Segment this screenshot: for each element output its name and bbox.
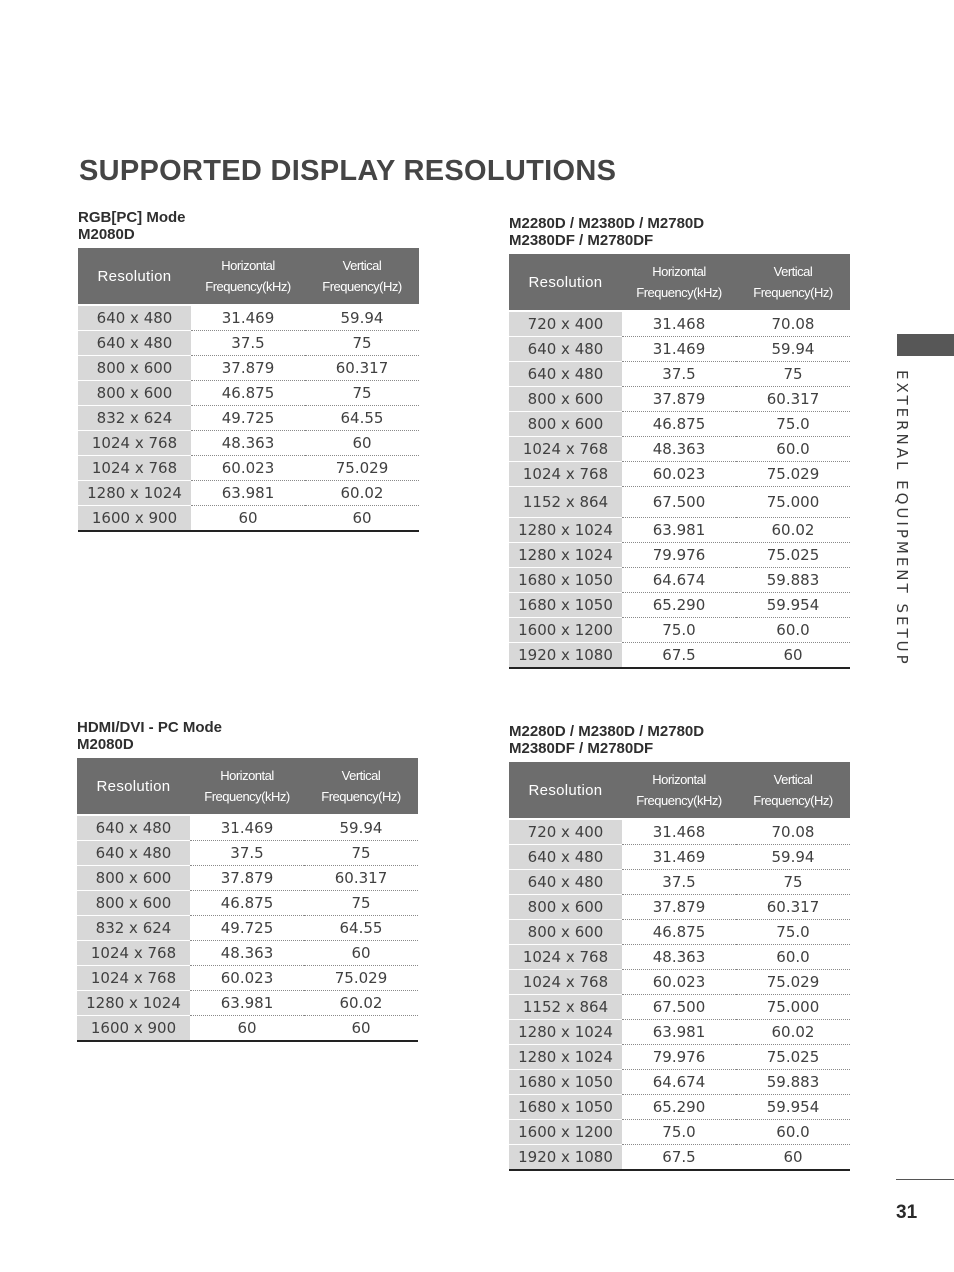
header-horizontal-frequency — [622, 762, 736, 818]
horizontal-frequency-cell: 64.674 — [622, 568, 736, 593]
header-vertical-line1: Vertical — [342, 258, 382, 273]
horizontal-frequency-cell: 67.5 — [622, 1145, 736, 1171]
vertical-frequency-cell: 75.029 — [304, 966, 418, 991]
resolution-table — [78, 248, 419, 532]
header-horizontal-frequency — [190, 758, 304, 814]
resolution-cell: 800 x 600 — [77, 866, 190, 891]
resolution-cell: 1280 x 1024 — [509, 1045, 622, 1070]
vertical-frequency-cell: 75 — [736, 870, 850, 895]
header-vertical-line2: Frequency(Hz) — [322, 279, 402, 294]
vertical-frequency-cell: 75.029 — [736, 462, 850, 487]
table-row — [509, 1020, 850, 1045]
resolution-cell: 1280 x 1024 — [509, 1020, 622, 1045]
table-row — [509, 412, 850, 437]
table-row — [509, 568, 850, 593]
horizontal-frequency-cell: 37.879 — [191, 356, 305, 381]
vertical-frequency-cell: 64.55 — [304, 916, 418, 941]
vertical-frequency-cell: 75 — [304, 841, 418, 866]
header-horizontal-line2: Frequency(kHz) — [636, 793, 722, 808]
vertical-frequency-cell: 60.317 — [305, 356, 419, 381]
resolution-cell: 1152 x 864 — [509, 995, 622, 1020]
horizontal-frequency-cell: 60.023 — [622, 462, 736, 487]
vertical-frequency-cell: 75.0 — [736, 412, 850, 437]
table-row — [509, 387, 850, 412]
resolution-cell: 1680 x 1050 — [509, 568, 622, 593]
vertical-frequency-cell: 70.08 — [736, 820, 850, 845]
table-row — [78, 381, 419, 406]
resolution-cell: 640 x 480 — [509, 845, 622, 870]
horizontal-frequency-cell: 46.875 — [622, 920, 736, 945]
header-vertical-line1: Vertical — [773, 264, 813, 279]
vertical-frequency-cell: 60 — [305, 431, 419, 456]
resolution-cell: 1600 x 900 — [77, 1016, 190, 1042]
horizontal-frequency-cell: 65.290 — [622, 1095, 736, 1120]
table-row — [77, 966, 418, 991]
table-row — [77, 841, 418, 866]
resolution-cell: 1024 x 768 — [77, 966, 190, 991]
vertical-frequency-cell: 59.954 — [736, 1095, 850, 1120]
horizontal-frequency-cell: 60 — [190, 1016, 304, 1042]
page-number-divider — [896, 1179, 954, 1180]
section-heading-line2: M2380DF / M2780DF — [509, 232, 654, 249]
table-row — [78, 356, 419, 381]
hdmi-m2280d-section — [509, 723, 850, 1171]
horizontal-frequency-cell: 67.5 — [622, 643, 736, 669]
vertical-frequency-cell: 60.0 — [736, 437, 850, 462]
horizontal-frequency-cell: 37.5 — [622, 362, 736, 387]
table-row — [509, 518, 850, 543]
section-heading-line2: M2080D — [78, 226, 135, 243]
vertical-frequency-cell: 59.94 — [304, 816, 418, 841]
resolution-cell: 640 x 480 — [509, 337, 622, 362]
horizontal-frequency-cell: 64.674 — [622, 1070, 736, 1095]
resolution-cell: 1280 x 1024 — [509, 518, 622, 543]
header-horizontal-line2: Frequency(kHz) — [204, 789, 290, 804]
resolution-cell: 800 x 600 — [509, 412, 622, 437]
table-row — [77, 891, 418, 916]
resolution-cell: 720 x 400 — [509, 312, 622, 337]
section-heading — [77, 719, 418, 753]
table-row — [509, 1120, 850, 1145]
table-row — [78, 481, 419, 506]
table-row — [78, 506, 419, 532]
resolution-cell: 1680 x 1050 — [509, 1070, 622, 1095]
horizontal-frequency-cell: 60.023 — [191, 456, 305, 481]
resolution-cell: 640 x 480 — [77, 841, 190, 866]
resolution-cell: 640 x 480 — [509, 362, 622, 387]
horizontal-frequency-cell: 37.5 — [622, 870, 736, 895]
vertical-frequency-cell: 60.0 — [736, 618, 850, 643]
vertical-frequency-cell: 75.0 — [736, 920, 850, 945]
section-heading-line1: M2280D / M2380D / M2780D — [509, 723, 705, 740]
table-row — [77, 916, 418, 941]
table-row — [509, 1045, 850, 1070]
table-row — [77, 941, 418, 966]
table-header-row — [78, 248, 419, 304]
horizontal-frequency-cell: 31.469 — [190, 816, 304, 841]
horizontal-frequency-cell: 63.981 — [190, 991, 304, 1016]
horizontal-frequency-cell: 37.5 — [190, 841, 304, 866]
table-row — [509, 1070, 850, 1095]
horizontal-frequency-cell: 46.875 — [190, 891, 304, 916]
resolution-cell: 1600 x 1200 — [509, 1120, 622, 1145]
horizontal-frequency-cell: 63.981 — [191, 481, 305, 506]
resolution-table — [77, 758, 418, 1042]
horizontal-frequency-cell: 75.0 — [622, 1120, 736, 1145]
horizontal-frequency-cell: 37.879 — [622, 387, 736, 412]
resolution-cell: 640 x 480 — [78, 306, 191, 331]
vertical-frequency-cell: 60.0 — [736, 1120, 850, 1145]
table-row — [78, 406, 419, 431]
table-row — [77, 866, 418, 891]
vertical-frequency-cell: 59.94 — [736, 337, 850, 362]
section-heading-line1: RGB[PC] Mode — [78, 209, 186, 226]
horizontal-frequency-cell: 67.500 — [622, 995, 736, 1020]
horizontal-frequency-cell: 48.363 — [190, 941, 304, 966]
header-resolution: Resolution — [77, 758, 190, 814]
side-section-label: EXTERNAL EQUIPMENT SETUP — [893, 370, 911, 667]
vertical-frequency-cell: 75 — [304, 891, 418, 916]
table-row — [509, 462, 850, 487]
resolution-table — [509, 762, 850, 1171]
table-row — [509, 820, 850, 845]
vertical-frequency-cell: 75 — [305, 331, 419, 356]
table-row — [509, 543, 850, 568]
horizontal-frequency-cell: 46.875 — [622, 412, 736, 437]
side-tab-marker — [897, 334, 954, 356]
horizontal-frequency-cell: 48.363 — [622, 945, 736, 970]
page-title: SUPPORTED DISPLAY RESOLUTIONS — [79, 155, 617, 187]
header-vertical-line2: Frequency(Hz) — [321, 789, 401, 804]
section-heading-line1: M2280D / M2380D / M2780D — [509, 215, 705, 232]
rgb-m2280d-section — [509, 215, 850, 669]
table-row — [509, 895, 850, 920]
vertical-frequency-cell: 75.000 — [736, 487, 850, 518]
resolution-cell: 1280 x 1024 — [78, 481, 191, 506]
horizontal-frequency-cell: 60.023 — [622, 970, 736, 995]
header-horizontal-line1: Horizontal — [652, 264, 706, 279]
table-row — [509, 945, 850, 970]
resolution-cell: 1680 x 1050 — [509, 1095, 622, 1120]
horizontal-frequency-cell: 65.290 — [622, 593, 736, 618]
resolution-cell: 800 x 600 — [78, 356, 191, 381]
vertical-frequency-cell: 75 — [736, 362, 850, 387]
header-resolution: Resolution — [509, 254, 622, 310]
table-row — [509, 845, 850, 870]
vertical-frequency-cell: 60.02 — [736, 518, 850, 543]
table-row — [78, 456, 419, 481]
header-horizontal-frequency — [191, 248, 305, 304]
vertical-frequency-cell: 59.883 — [736, 568, 850, 593]
vertical-frequency-cell: 60 — [305, 506, 419, 532]
vertical-frequency-cell: 75.029 — [305, 456, 419, 481]
resolution-cell: 1024 x 768 — [509, 945, 622, 970]
horizontal-frequency-cell: 31.469 — [191, 306, 305, 331]
table-header-row — [509, 254, 850, 310]
section-heading — [78, 209, 419, 243]
header-horizontal-line1: Horizontal — [221, 258, 275, 273]
resolution-cell: 1680 x 1050 — [509, 593, 622, 618]
table-row — [509, 593, 850, 618]
resolution-cell: 1920 x 1080 — [509, 643, 622, 669]
resolution-cell: 1024 x 768 — [78, 456, 191, 481]
resolution-cell: 1600 x 1200 — [509, 618, 622, 643]
table-row — [509, 312, 850, 337]
horizontal-frequency-cell: 63.981 — [622, 1020, 736, 1045]
resolution-cell: 1024 x 768 — [509, 462, 622, 487]
resolution-cell: 1600 x 900 — [78, 506, 191, 532]
rgb-m2080d-section — [78, 209, 419, 532]
table-row — [509, 970, 850, 995]
resolution-cell: 1280 x 1024 — [77, 991, 190, 1016]
resolution-table — [509, 254, 850, 669]
table-row — [509, 437, 850, 462]
vertical-frequency-cell: 60.317 — [304, 866, 418, 891]
vertical-frequency-cell: 60 — [736, 643, 850, 669]
horizontal-frequency-cell: 37.5 — [191, 331, 305, 356]
horizontal-frequency-cell: 48.363 — [622, 437, 736, 462]
section-heading-line1: HDMI/DVI - PC Mode — [77, 719, 222, 736]
horizontal-frequency-cell: 31.469 — [622, 845, 736, 870]
resolution-cell: 832 x 624 — [77, 916, 190, 941]
vertical-frequency-cell: 60 — [736, 1145, 850, 1171]
resolution-cell: 1152 x 864 — [509, 487, 622, 518]
vertical-frequency-cell: 60 — [304, 941, 418, 966]
vertical-frequency-cell: 75.025 — [736, 1045, 850, 1070]
header-vertical-frequency — [736, 254, 850, 310]
vertical-frequency-cell: 70.08 — [736, 312, 850, 337]
horizontal-frequency-cell: 79.976 — [622, 1045, 736, 1070]
header-horizontal-line2: Frequency(kHz) — [636, 285, 722, 300]
horizontal-frequency-cell: 31.468 — [622, 312, 736, 337]
vertical-frequency-cell: 59.94 — [305, 306, 419, 331]
resolution-cell: 800 x 600 — [77, 891, 190, 916]
table-row — [509, 643, 850, 669]
table-row — [509, 995, 850, 1020]
table-header-row — [77, 758, 418, 814]
table-header-row — [509, 762, 850, 818]
vertical-frequency-cell: 60.0 — [736, 945, 850, 970]
table-row — [509, 920, 850, 945]
horizontal-frequency-cell: 37.879 — [190, 866, 304, 891]
resolution-cell: 800 x 600 — [78, 381, 191, 406]
table-row — [509, 1095, 850, 1120]
header-horizontal-line1: Horizontal — [220, 768, 274, 783]
vertical-frequency-cell: 64.55 — [305, 406, 419, 431]
vertical-frequency-cell: 60.317 — [736, 387, 850, 412]
resolution-cell: 720 x 400 — [509, 820, 622, 845]
table-row — [77, 1016, 418, 1042]
table-row — [509, 337, 850, 362]
vertical-frequency-cell: 60.02 — [736, 1020, 850, 1045]
header-resolution: Resolution — [78, 248, 191, 304]
resolution-cell: 800 x 600 — [509, 895, 622, 920]
vertical-frequency-cell: 59.954 — [736, 593, 850, 618]
header-vertical-line1: Vertical — [341, 768, 381, 783]
header-vertical-line1: Vertical — [773, 772, 813, 787]
header-vertical-frequency — [736, 762, 850, 818]
vertical-frequency-cell: 60.02 — [305, 481, 419, 506]
resolution-cell: 1024 x 768 — [77, 941, 190, 966]
horizontal-frequency-cell: 31.468 — [622, 820, 736, 845]
horizontal-frequency-cell: 79.976 — [622, 543, 736, 568]
table-row — [509, 362, 850, 387]
resolution-cell: 1024 x 768 — [78, 431, 191, 456]
header-vertical-line2: Frequency(Hz) — [753, 285, 833, 300]
resolution-cell: 640 x 480 — [77, 816, 190, 841]
horizontal-frequency-cell: 60.023 — [190, 966, 304, 991]
resolution-cell: 640 x 480 — [509, 870, 622, 895]
vertical-frequency-cell: 60.02 — [304, 991, 418, 1016]
table-row — [77, 991, 418, 1016]
header-horizontal-frequency — [622, 254, 736, 310]
resolution-cell: 800 x 600 — [509, 920, 622, 945]
table-row — [509, 618, 850, 643]
header-horizontal-line2: Frequency(kHz) — [205, 279, 291, 294]
table-row — [78, 306, 419, 331]
header-vertical-frequency — [304, 758, 418, 814]
horizontal-frequency-cell: 37.879 — [622, 895, 736, 920]
vertical-frequency-cell: 75.029 — [736, 970, 850, 995]
horizontal-frequency-cell: 63.981 — [622, 518, 736, 543]
resolution-cell: 800 x 600 — [509, 387, 622, 412]
section-heading-line2: M2380DF / M2780DF — [509, 740, 654, 757]
table-row — [509, 1145, 850, 1171]
table-row — [78, 331, 419, 356]
horizontal-frequency-cell: 60 — [191, 506, 305, 532]
table-row — [509, 487, 850, 518]
resolution-cell: 640 x 480 — [78, 331, 191, 356]
horizontal-frequency-cell: 48.363 — [191, 431, 305, 456]
vertical-frequency-cell: 60.317 — [736, 895, 850, 920]
vertical-frequency-cell: 75 — [305, 381, 419, 406]
hdmi-m2080d-section — [77, 719, 418, 1042]
header-vertical-frequency — [305, 248, 419, 304]
section-heading — [509, 215, 850, 249]
table-row — [78, 431, 419, 456]
header-horizontal-line1: Horizontal — [652, 772, 706, 787]
resolution-cell: 1024 x 768 — [509, 970, 622, 995]
horizontal-frequency-cell: 75.0 — [622, 618, 736, 643]
vertical-frequency-cell: 59.94 — [736, 845, 850, 870]
horizontal-frequency-cell: 31.469 — [622, 337, 736, 362]
header-vertical-line2: Frequency(Hz) — [753, 793, 833, 808]
horizontal-frequency-cell: 49.725 — [190, 916, 304, 941]
table-row — [509, 870, 850, 895]
vertical-frequency-cell: 75.025 — [736, 543, 850, 568]
section-heading-line2: M2080D — [77, 736, 134, 753]
header-resolution: Resolution — [509, 762, 622, 818]
horizontal-frequency-cell: 67.500 — [622, 487, 736, 518]
horizontal-frequency-cell: 49.725 — [191, 406, 305, 431]
resolution-cell: 1024 x 768 — [509, 437, 622, 462]
resolution-cell: 832 x 624 — [78, 406, 191, 431]
vertical-frequency-cell: 59.883 — [736, 1070, 850, 1095]
horizontal-frequency-cell: 46.875 — [191, 381, 305, 406]
resolution-cell: 1920 x 1080 — [509, 1145, 622, 1171]
vertical-frequency-cell: 60 — [304, 1016, 418, 1042]
section-heading — [509, 723, 850, 757]
table-row — [77, 816, 418, 841]
resolution-cell: 1280 x 1024 — [509, 543, 622, 568]
vertical-frequency-cell: 75.000 — [736, 995, 850, 1020]
page-number: 31 — [896, 1202, 918, 1223]
